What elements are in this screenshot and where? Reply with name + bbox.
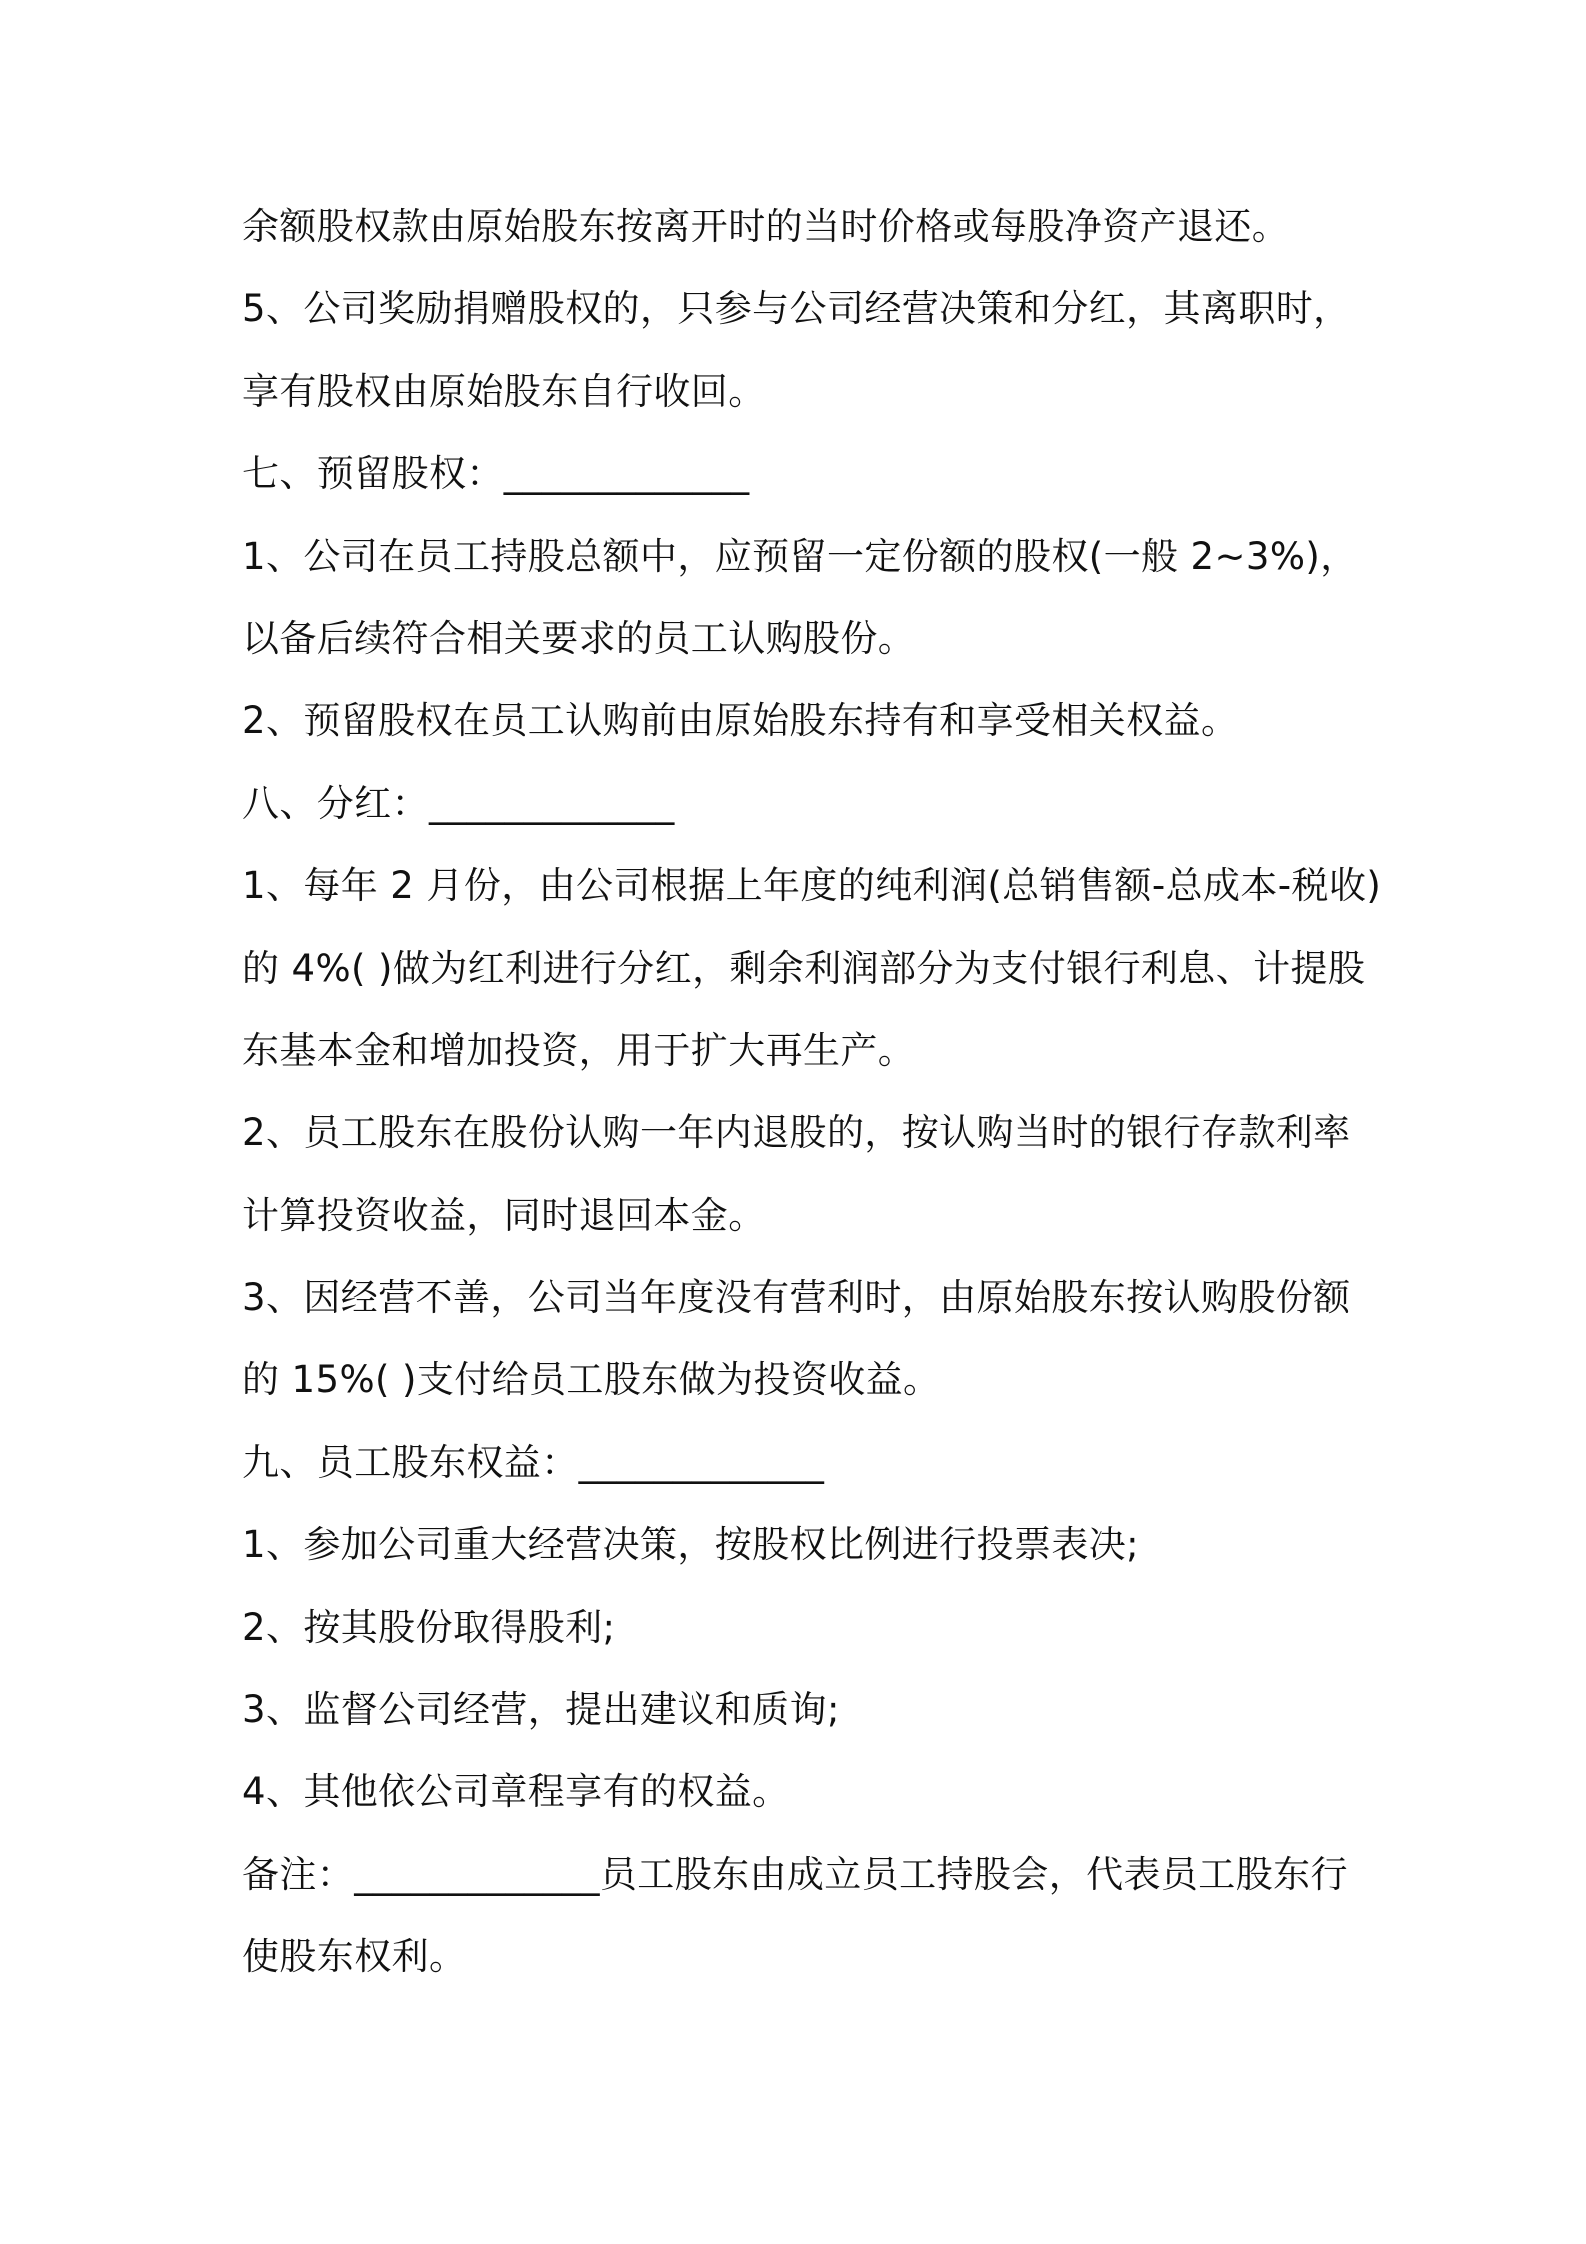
paragraph-line: 2、按其股份取得股利; [242,1605,616,1649]
paragraph-line: 1、每年 2 月份，由公司根据上年度的纯利润(总销售额-总成本-税收) [242,864,1382,908]
note-line: 备注：_____________员工股东由成立员工持股会，代表员工股东行 [242,1852,1348,1896]
paragraph-line: 余额股权款由原始股东按离开时的当时价格或每股净资产退还。 [242,205,1290,248]
note-line: 使股东权利。 [242,1935,467,1979]
section-heading: 七、预留股权：_____________ [242,452,750,496]
paragraph-line: 2、预留股权在员工认购前由原始股东持有和享受相关权益。 [242,699,1239,743]
paragraph-line: 的 4%( )做为红利进行分红，剩余利润部分为支付银行利息、计提股 [242,946,1366,990]
paragraph-line: 2、员工股东在股份认购一年内退股的，按认购当时的银行存款利率 [242,1111,1351,1155]
paragraph-line: 计算投资收益，同时退回本金。 [242,1193,766,1237]
paragraph-line: 东基本金和增加投资，用于扩大再生产。 [242,1028,916,1072]
paragraph-line: 1、公司在员工持股总额中，应预留一定份额的股权(一般 2~3%)， [242,534,1358,578]
paragraph-line: 享有股权由原始股东自行收回。 [242,369,766,413]
paragraph-line: 5、公司奖励捐赠股权的，只参与公司经营决策和分红，其离职时， [242,287,1351,331]
paragraph-line: 以备后续符合相关要求的员工认购股份。 [242,616,916,660]
paragraph-line: 的 15%( )支付给员工股东做为投资收益。 [242,1358,941,1402]
paragraph-line: 3、监督公司经营，提出建议和质询; [242,1688,840,1732]
document-body [242,186,1382,1999]
paragraph-line: 1、参加公司重大经营决策，按股权比例进行投票表决; [242,1523,1140,1567]
section-heading: 八、分红：_____________ [242,781,675,825]
paragraph-line: 3、因经营不善，公司当年度没有营利时，由原始股东按认购股份额 [242,1276,1351,1320]
paragraph-line: 4、其他依公司章程享有的权益。 [242,1770,790,1814]
section-heading: 九、员工股东权益：_____________ [242,1440,825,1484]
